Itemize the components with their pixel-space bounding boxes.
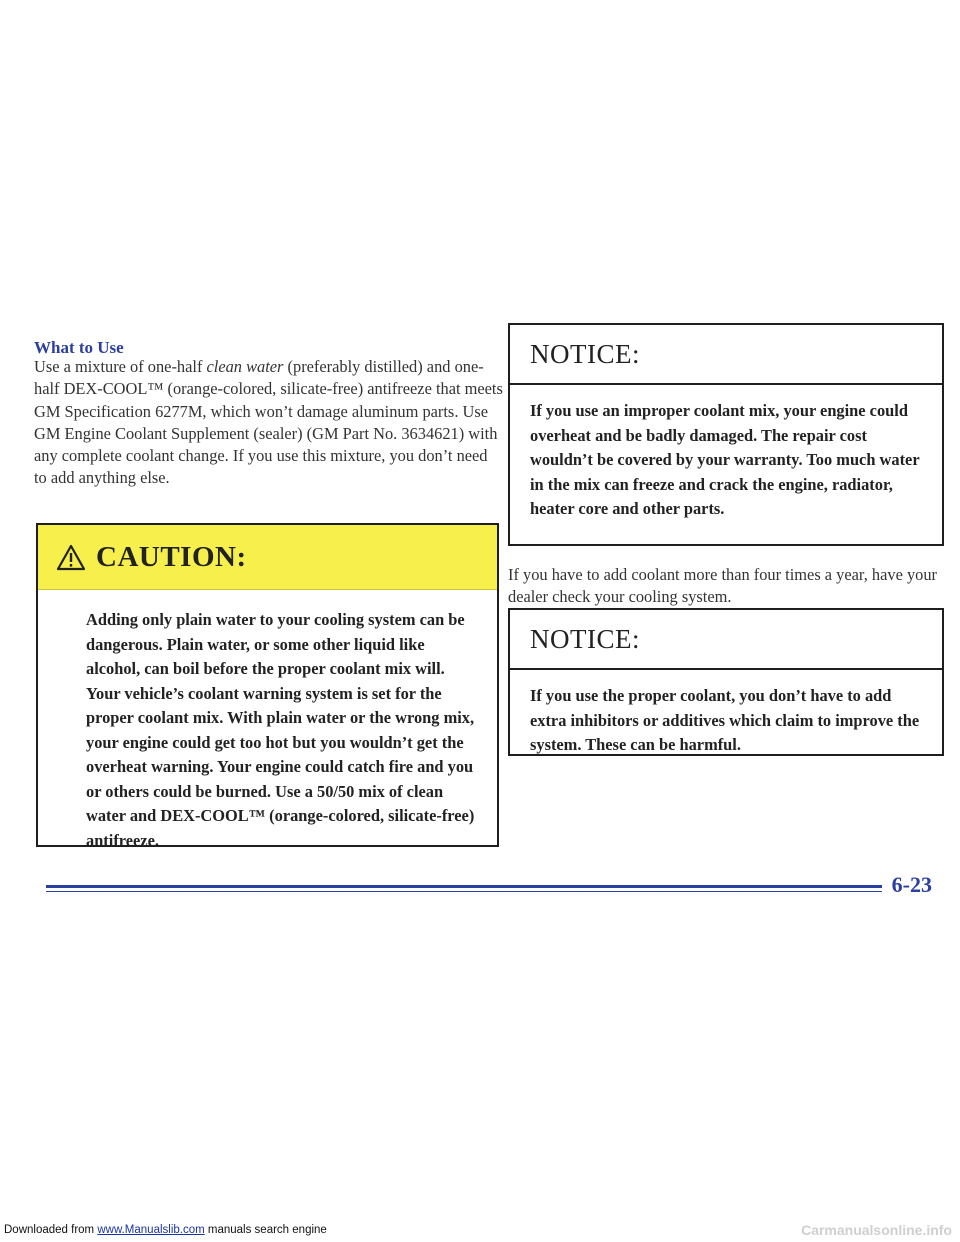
section-title: What to Use <box>34 338 124 357</box>
notice-text: If you use the proper coolant, you don’t have to add extra inhibitors or additives which claim to improve the system. These can be harmful. <box>530 686 920 754</box>
page-number: 6-23 <box>891 872 932 897</box>
intro-emphasis: clean water <box>206 357 284 376</box>
intro-text-end: (preferably distilled) and one-half DEX-COOL™ (orange-colored, silicate-free) antifreeze that meets GM Specification 6277M, which won’t damage aluminum parts. Use GM Engine Coolant Supplement (sealer) (GM Part No. 3634621) with any complete coolant change. If you use this mixture, you don’t need to add anything else. <box>34 357 503 488</box>
manualslib-link[interactable]: www.Manualslib.com <box>97 1224 205 1236</box>
notice-header <box>510 610 942 670</box>
footer-rule <box>46 885 882 888</box>
caution-title: CAUTION: <box>96 540 247 573</box>
download-prefix: Downloaded from <box>4 1224 98 1236</box>
watermark: Carmanualsonline.info <box>801 1222 952 1238</box>
intro-text-start: Use a mixture of one-half <box>34 357 207 376</box>
caution-box <box>36 523 499 850</box>
notice-box-coolant-mix <box>508 323 944 546</box>
notice-text: If you use an improper coolant mix, your engine could overheat and be badly damaged. The repair cost wouldn’t be covered by your warranty. Too much water in the mix can freeze and crack the engine, radiator, heater core and other parts. <box>530 401 920 518</box>
download-footer <box>4 1224 327 1236</box>
notice-header <box>510 325 942 385</box>
intro-paragraph <box>34 356 504 490</box>
manual-page <box>0 308 960 930</box>
caution-header <box>38 525 497 590</box>
coolant-frequency-paragraph: If you have to add coolant more than four times a year, have your dealer check your cooling system. <box>508 565 937 607</box>
notice-box-additives <box>508 608 944 756</box>
notice-title: NOTICE: <box>530 338 640 369</box>
warning-triangle-icon <box>56 544 86 571</box>
footer-rule-thin <box>46 891 882 892</box>
download-suffix: manuals search engine <box>204 1224 327 1236</box>
caution-text: Adding only plain water to your cooling system can be dangerous. Plain water, or some other liquid like alcohol, can boil before the proper coolant mix will. Your vehicle’s coolant warning system is set for the proper coolant mix. With plain water or the wrong mix, your engine could get too hot but you wouldn’t get the overheat warning. Your engine could catch fire and you or others could be burned. Use a 50/50 mix of clean water and DEX-COOL™ (orange-colored, silicate-free) antifreeze. <box>86 610 475 850</box>
notice-title: NOTICE: <box>530 623 640 654</box>
